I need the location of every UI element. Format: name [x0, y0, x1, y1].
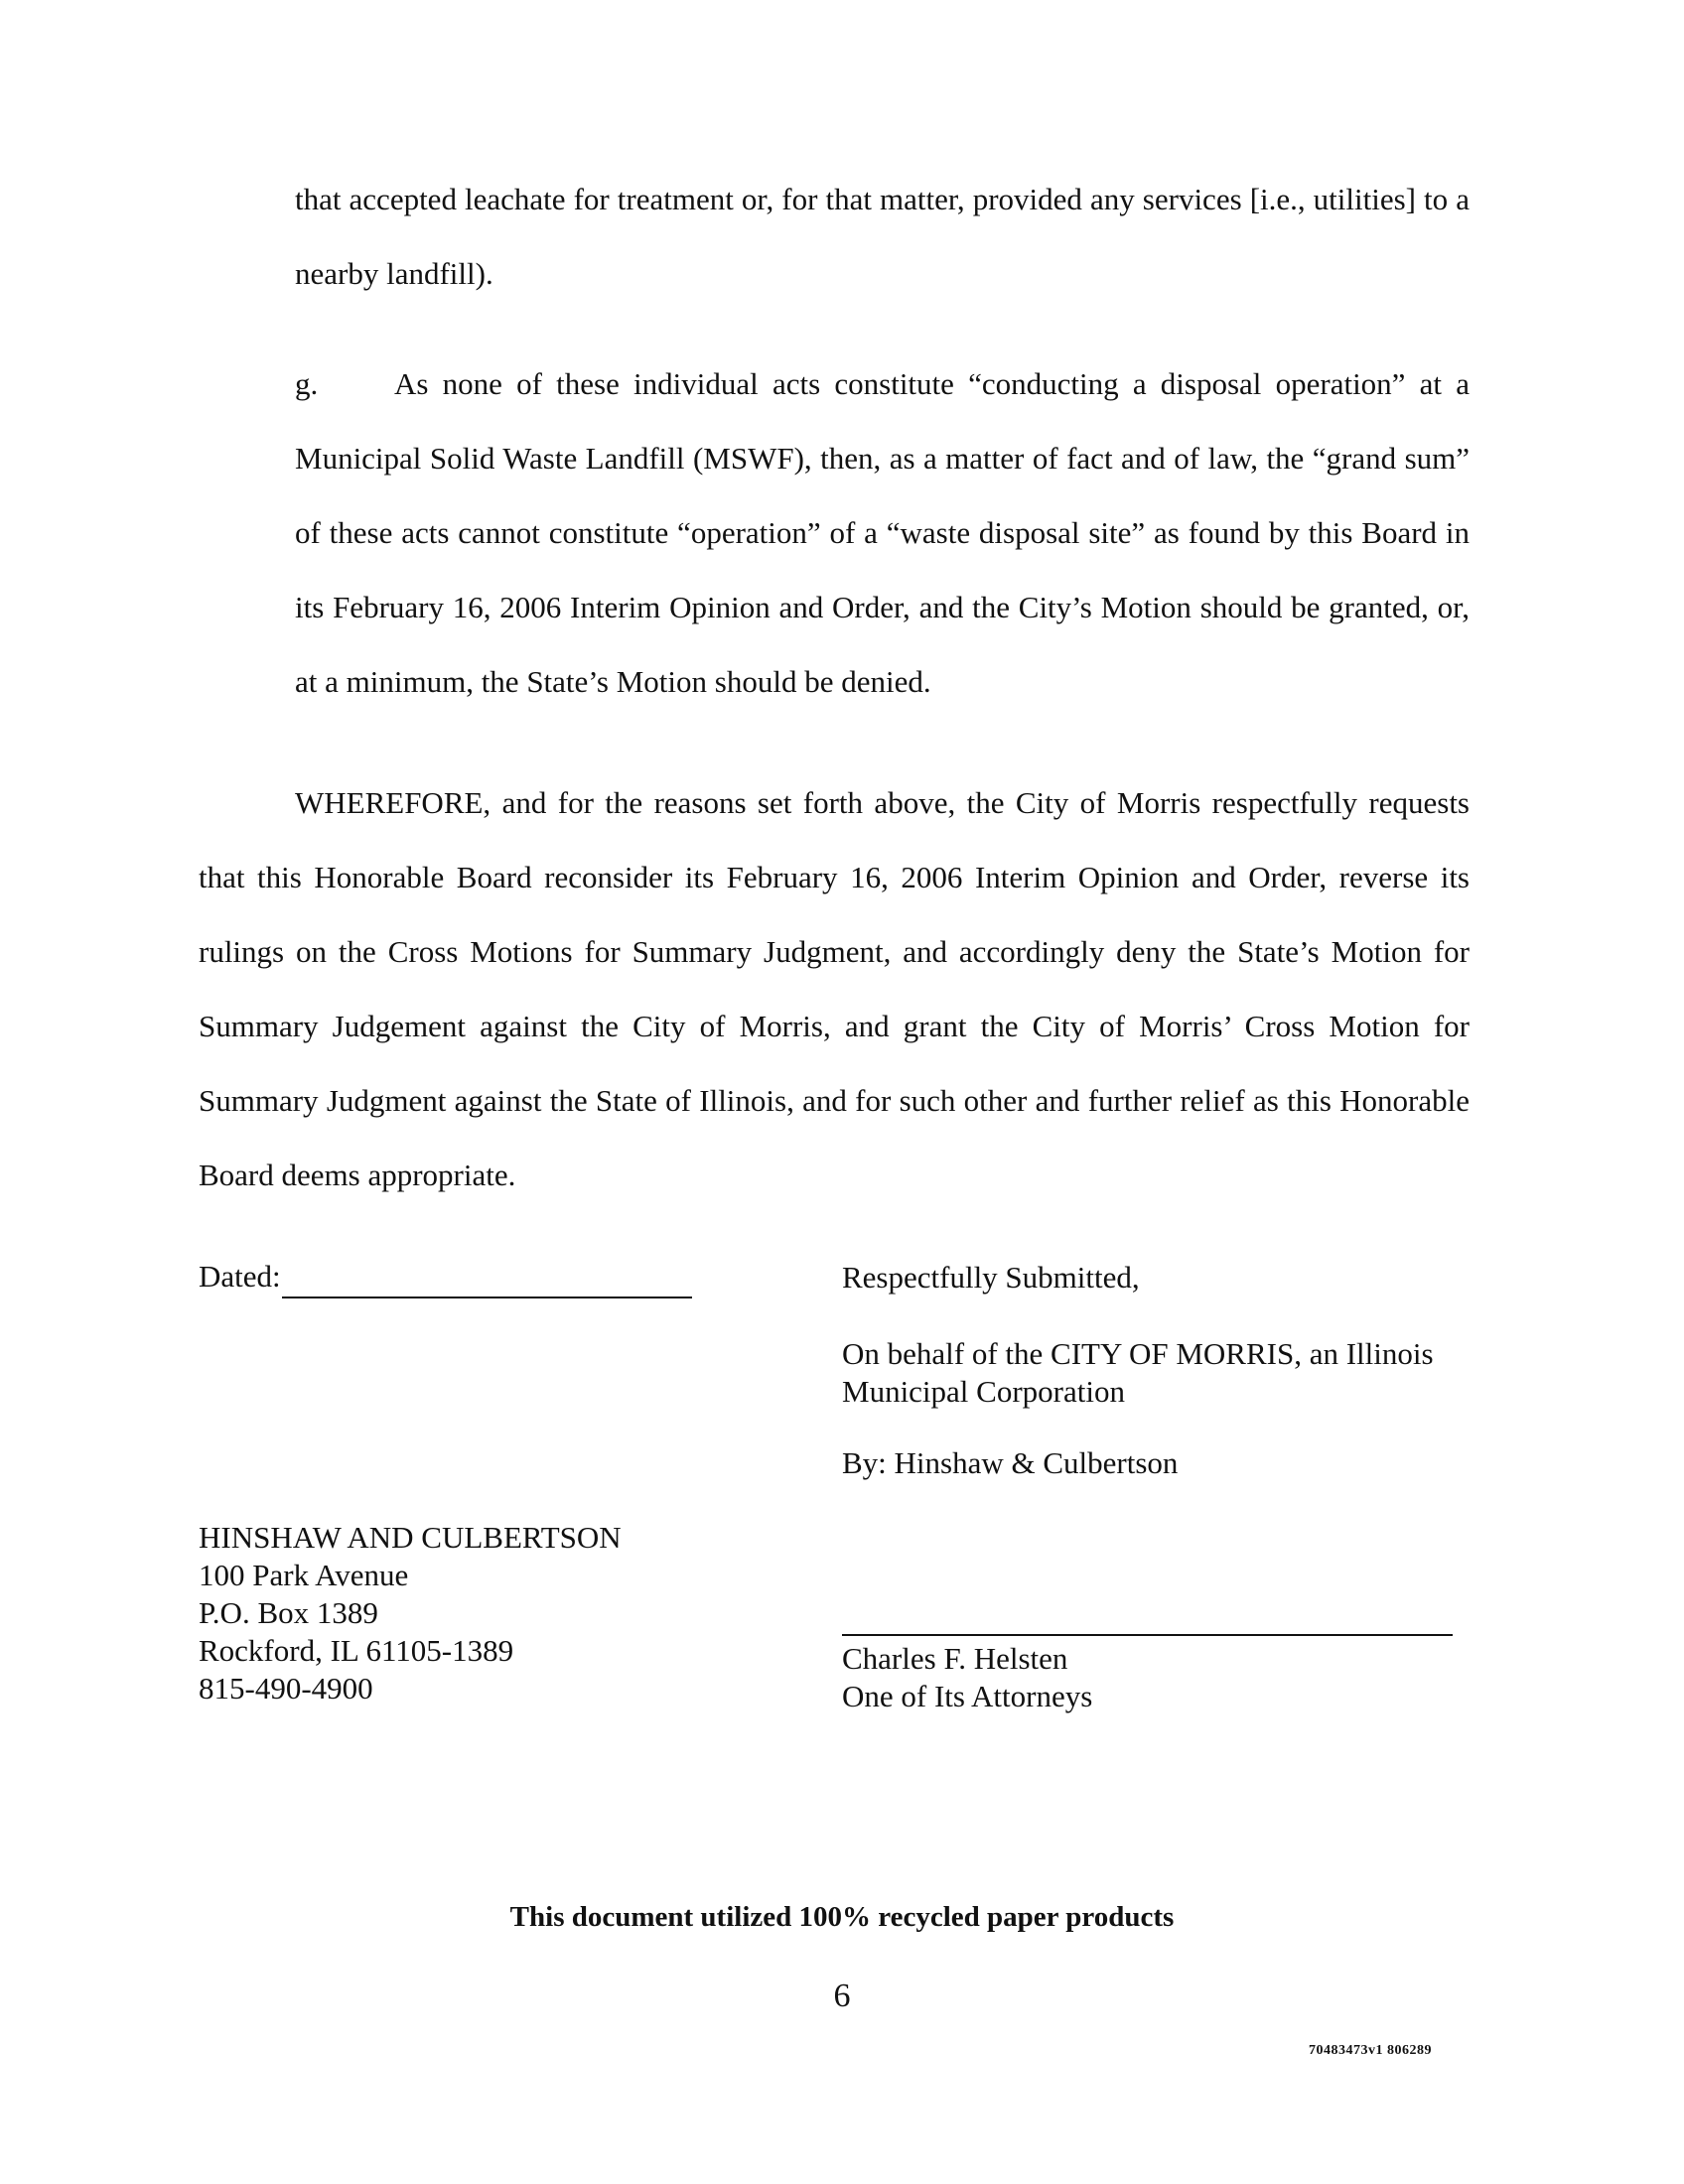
- page-number: 6: [833, 1978, 851, 2014]
- attorney-signature-block: [842, 1640, 1092, 1715]
- dated-signature-line: [282, 1297, 692, 1298]
- attorney-signature-line: [842, 1634, 1453, 1636]
- firm-po-box: P.O. Box 1389: [199, 1595, 378, 1630]
- paragraph-continuation: that accepted leachate for treatment or, for that matter, provided any services [i.e., utilities] to a nearby landfill).: [295, 182, 1470, 291]
- recycled-paper-note: This document utilized 100% recycled paper products: [509, 1901, 1175, 1933]
- on-behalf-of: On behalf of the CITY OF MORRIS, an Illinois Municipal Corporation: [842, 1336, 1434, 1409]
- attorney-name: Charles F. Helsten: [842, 1641, 1068, 1676]
- paragraph-g-text: As none of these individual acts constitute “conducting a disposal operation” at a Municipal Solid Waste Landfill (MSWF), then, as a matter of fact and of law, the “grand sum” of these acts cannot constitute “operation” of a “waste disposal site” as found by this Board in its February 16, 2006 Interim Opinion and Order, and the City’s Motion should be granted, or, at a minimum, the State’s Motion should be denied.: [295, 366, 1470, 699]
- respectfully-submitted: Respectfully Submitted,: [842, 1260, 1140, 1295]
- by-firm: By: Hinshaw & Culbertson: [842, 1445, 1179, 1480]
- attorney-title: One of Its Attorneys: [842, 1679, 1093, 1713]
- wherefore-paragraph: WHEREFORE, and for the reasons set forth above, the City of Morris respectfully requests that this Honorable Board reconsider its February 16, 2006 Interim Opinion and Order, reverse its rulings on the Cross Motions for Summary Judgment, and accordingly deny the State’s Motion for Summary Judgement against the City of Morris, and grant the City of Morris’ Cross Motion for Summary Judgment against the State of Illinois, and for such other and further relief as this Honorable Board deems appropriate.: [199, 785, 1470, 1192]
- firm-address-block: [199, 1519, 622, 1707]
- paragraph-g: [295, 346, 1470, 719]
- paragraph-g-marker: g.: [295, 366, 319, 401]
- firm-street: 100 Park Avenue: [199, 1558, 409, 1592]
- firm-city: Rockford, IL 61105-1389: [199, 1633, 514, 1668]
- firm-name: HINSHAW AND CULBERTSON: [199, 1520, 622, 1555]
- dated-label: Dated:: [199, 1259, 281, 1294]
- firm-phone: 815-490-4900: [199, 1671, 373, 1706]
- document-id: 70483473v1 806289: [1309, 2043, 1432, 2058]
